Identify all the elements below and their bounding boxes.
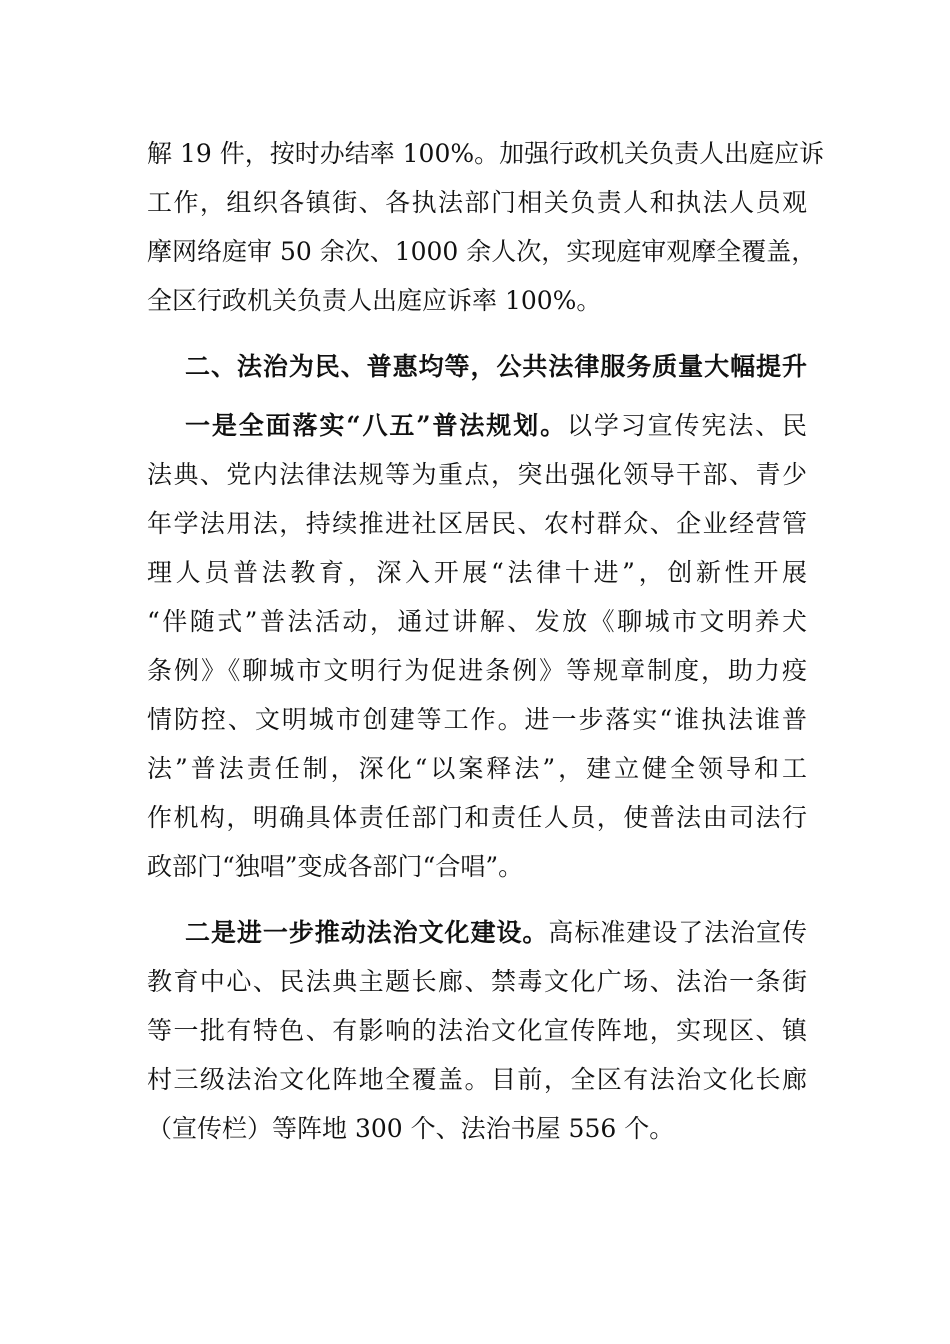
body-text-line: 年学法用法，持续推进社区居民、农村群众、企业经营管 — [147, 509, 807, 538]
body-text-line: 摩网络庭审 50 余次、1000 余人次，实现庭审观摩全覆盖， — [147, 237, 817, 266]
body-text-line: 理人员普法教育，深入开展“法律十进”，创新性开展 — [147, 558, 807, 587]
body-text-line: “伴随式”普法活动，通过讲解、发放《聊城市文明养犬 — [147, 607, 807, 636]
body-text-line: 工作，组织各镇街、各执法部门相关负责人和执法人员观 — [147, 188, 807, 217]
paragraph-lead: 二是进一步推动法治文化建设。 — [185, 918, 549, 947]
body-text-line: 全区行政机关负责人出庭应诉率 100%。 — [147, 286, 602, 315]
body-text-line: 教育中心、民法典主题长廊、禁毒文化广场、法治一条街 — [147, 967, 807, 996]
paragraph-lead-rest: 以学习宣传宪法、民 — [566, 411, 807, 440]
body-text-line: 作机构，明确具体责任部门和责任人员，使普法由司法行 — [147, 803, 807, 832]
body-text-line: 村三级法治文化阵地全覆盖。目前，全区有法治文化长廊 — [147, 1065, 807, 1094]
paragraph-lead: 一是全面落实“八五”普法规划。 — [185, 411, 567, 440]
section-heading: 二、法治为民、普惠均等，公共法律服务质量大幅提升 — [185, 352, 807, 381]
paragraph-first-line — [185, 406, 807, 446]
paragraph-lead-rest: 高标准建设了法治宣传 — [548, 918, 807, 947]
paragraph-first-line — [185, 913, 807, 953]
body-text-line: 条例》《聊城市文明行为促进条例》等规章制度，助力疫 — [147, 656, 807, 685]
body-text-line: 等一批有特色、有影响的法治文化宣传阵地，实现区、镇 — [147, 1016, 807, 1045]
body-text-line: 情防控、文明城市创建等工作。进一步落实“谁执法谁普 — [147, 705, 807, 734]
body-text-line: 政部门“独唱”变成各部门“合唱”。 — [147, 852, 524, 881]
body-text-line: （宣传栏）等阵地 300 个、法治书屋 556 个。 — [147, 1114, 675, 1143]
body-text-line: 法”普法责任制，深化“以案释法”，建立健全领导和工 — [147, 754, 807, 783]
body-text-line: 法典、党内法律法规等为重点，突出强化领导干部、青少 — [147, 460, 807, 489]
body-text-line: 解 19 件，按时办结率 100%。加强行政机关负责人出庭应诉 — [147, 139, 825, 168]
